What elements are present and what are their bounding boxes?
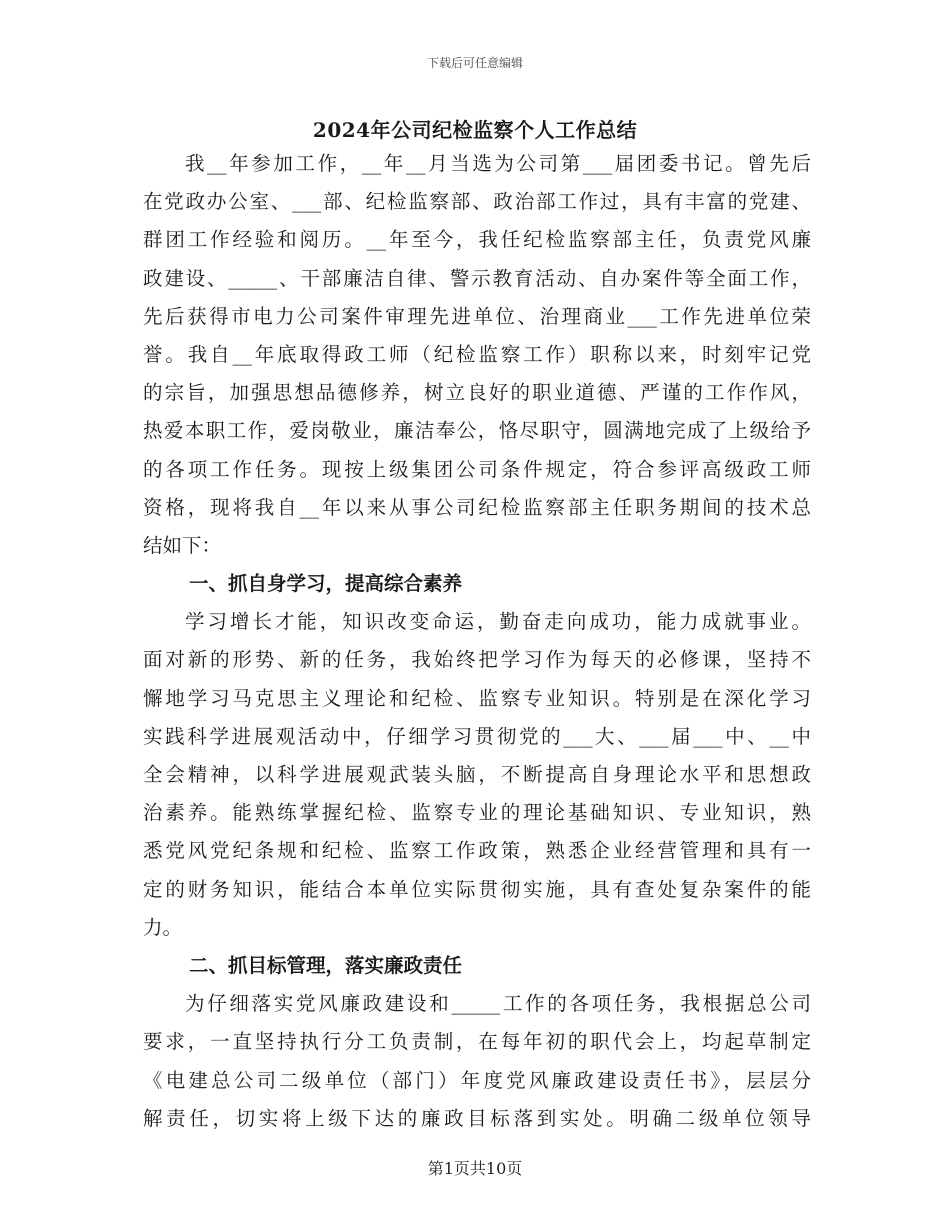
body-line: 《电建总公司二级单位（部门）年度党风廉政建设责任书》，层层分	[143, 1068, 811, 1092]
body-line: 誉。我自__年底取得政工师（纪检监察工作）职称以来，时刻牢记党	[143, 342, 811, 366]
body-line: 我__年参加工作，__年__月当选为公司第___届团委书记。曾先后	[185, 152, 811, 175]
body-line: 悉党风党纪条规和纪检、监察工作政策，熟悉企业经营管理和具有一	[143, 839, 811, 863]
document-title: 2024年公司纪检监察个人工作总结	[312, 118, 638, 142]
section-heading: 一、抓自身学习，提高综合素养	[189, 572, 463, 596]
body-line: 力。	[143, 915, 183, 939]
section-heading: 二、抓目标管理，落实廉政责任	[189, 953, 463, 977]
body-line: 治素养。能熟练掌握纪检、监察专业的理论基础知识、专业知识，熟	[143, 801, 811, 825]
body-line: 先后获得市电力公司案件审理先进单位、治理商业___工作先进单位荣	[143, 304, 811, 328]
body-line: 要求，一直坚持执行分工负责制，在每年初的职代会上，均起草制定	[143, 1030, 811, 1054]
body-line: 全会精神，以科学进展观武装头脑，不断提高自身理论水平和思想政	[143, 763, 811, 786]
body-line: 热爱本职工作，爱岗敬业，廉洁奉公，恪尽职守，圆满地完成了上级给予	[143, 419, 811, 443]
body-line: 政建设、_____、干部廉洁自律、警示教育活动、自办案件等全面工作，	[143, 266, 811, 290]
body-line: 面对新的形势、新的任务，我始终把学习作为每天的必修课，坚持不	[143, 648, 811, 672]
body-line: 结如下：	[143, 533, 222, 557]
page-footer: 第1页共10页	[427, 1159, 523, 1178]
body-line: 的各项工作任务。现按上级集团公司条件规定，符合参评高级政工师	[143, 457, 811, 481]
header-note: 下载后可任意编辑	[426, 56, 523, 70]
body-line: 为仔细落实党风廉政建设和_____工作的各项任务，我根据总公司	[185, 992, 811, 1016]
body-line: 在党政办公室、___部、纪检监察部、政治部工作过，具有丰富的党建、	[143, 190, 811, 214]
document-body	[143, 145, 811, 1138]
body-line: 资格，现将我自__年以来从事公司纪检监察部主任职务期间的技术总	[143, 495, 811, 519]
body-line: 定的财务知识，能结合本单位实际贯彻实施，具有查处复杂案件的能	[143, 877, 811, 901]
body-line: 群团工作经验和阅历。__年至今，我任纪检监察部主任，负责党风廉	[143, 228, 811, 252]
body-line: 解责任，切实将上级下达的廉政目标落到实处。明确二级单位领导	[143, 1106, 811, 1130]
body-line: 学习增长才能，知识改变命运，勤奋走向成功，能力成就事业。	[185, 610, 811, 634]
body-line: 实践科学进展观活动中，仔细学习贯彻党的___大、___届___中、__中	[143, 724, 811, 748]
body-line: 的宗旨，加强思想品德修养，树立良好的职业道德、严谨的工作作风，	[143, 381, 811, 405]
body-line: 懈地学习马克思主义理论和纪检、监察专业知识。特别是在深化学习	[143, 686, 811, 710]
